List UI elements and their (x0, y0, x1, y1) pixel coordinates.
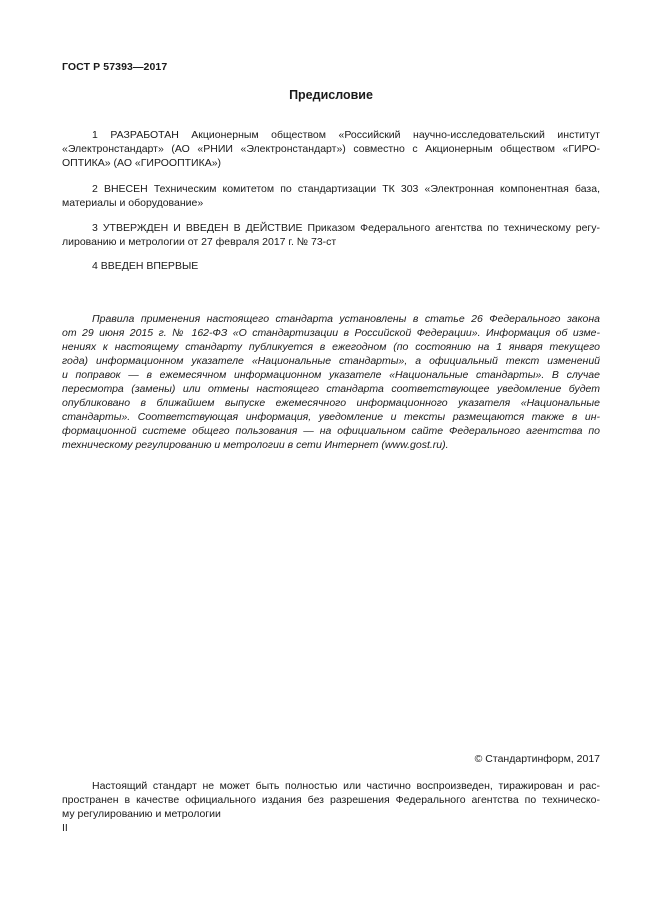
text-line: 1 РАЗРАБОТАН Акционерным обществом «Российский научно-исследовательский институт (92, 129, 600, 141)
copyright-line: © Стандартинформ, 2017 (474, 753, 600, 765)
text-line: материалы и оборудование» (62, 197, 204, 209)
foreword-item-3 (62, 221, 600, 249)
text-line: пересмотра (замены) или отмены настоящего стандарта соответствующее уведомление будет (62, 383, 600, 395)
text-line: ОПТИКА» (АО «ГИРООПТИКА») (62, 157, 222, 169)
page-title: Предисловие (289, 88, 373, 102)
page-number: II (62, 822, 68, 834)
foreword-item-1 (62, 128, 600, 170)
text-line: Настоящий стандарт не может быть полностью или частично воспроизведен, тиражирован и рас- (92, 780, 600, 792)
text-line: от 29 июня 2015 г. № 162-ФЗ «О стандартизации в Российской Федерации». Информация об изме- (62, 327, 600, 339)
foreword-item-4 (62, 259, 600, 273)
text-line: пространен в качестве официального издания без разрешения Федерального агентства по техническо- (62, 794, 600, 806)
text-line: лированию и метрологии от 27 февраля 2017 г. № 73-ст (62, 236, 337, 248)
text-line: 2 ВНЕСЕН Техническим комитетом по стандартизации ТК 303 «Электронная компонентная база, (92, 183, 600, 195)
text-line: нениях к настоящему стандарту публикуется в ежегодном (по состоянию на 1 января текущего (62, 341, 600, 353)
text-line: Правила применения настоящего стандарта установлены в статье 26 Федерального закона (92, 313, 600, 325)
text-line: формационной системе общего пользования — на официальном сайте Федерального агентства по (62, 425, 600, 437)
text-line: техническому регулированию и метрологии в сети Интернет (www.gost.ru). (62, 439, 449, 451)
text-line: 3 УТВЕРЖДЕН И ВВЕДЕН В ДЕЙСТВИЕ Приказом Федерального агентства по техническому регу- (92, 222, 600, 234)
reproduction-notice (62, 779, 600, 821)
text-line: года) информационном указателе «Национальные стандарты», а официальный текст изменений (62, 355, 600, 367)
text-line: му регулированию и метрологии (62, 808, 221, 820)
text-line: и поправок — в ежемесячном информационном указателе «Национальные стандарты». В случае (62, 369, 600, 381)
text-line: «Электронстандарт» (АО «РНИИ «Электронстандарт») совместно с Акционерным обществом «ГИРО- (62, 143, 600, 155)
document-code: ГОСТ Р 57393—2017 (62, 61, 168, 73)
standard-application-notice (62, 312, 600, 452)
foreword-item-2 (62, 182, 600, 210)
text-line: 4 ВВЕДЕН ВПЕРВЫЕ (92, 260, 199, 272)
text-line: опубликовано в ближайшем выпуске ежемесячного информационного указателя «Национальные (62, 397, 600, 409)
text-line: стандарты». Соответствующая информация, уведомление и тексты размещаются также в ин- (62, 411, 600, 423)
